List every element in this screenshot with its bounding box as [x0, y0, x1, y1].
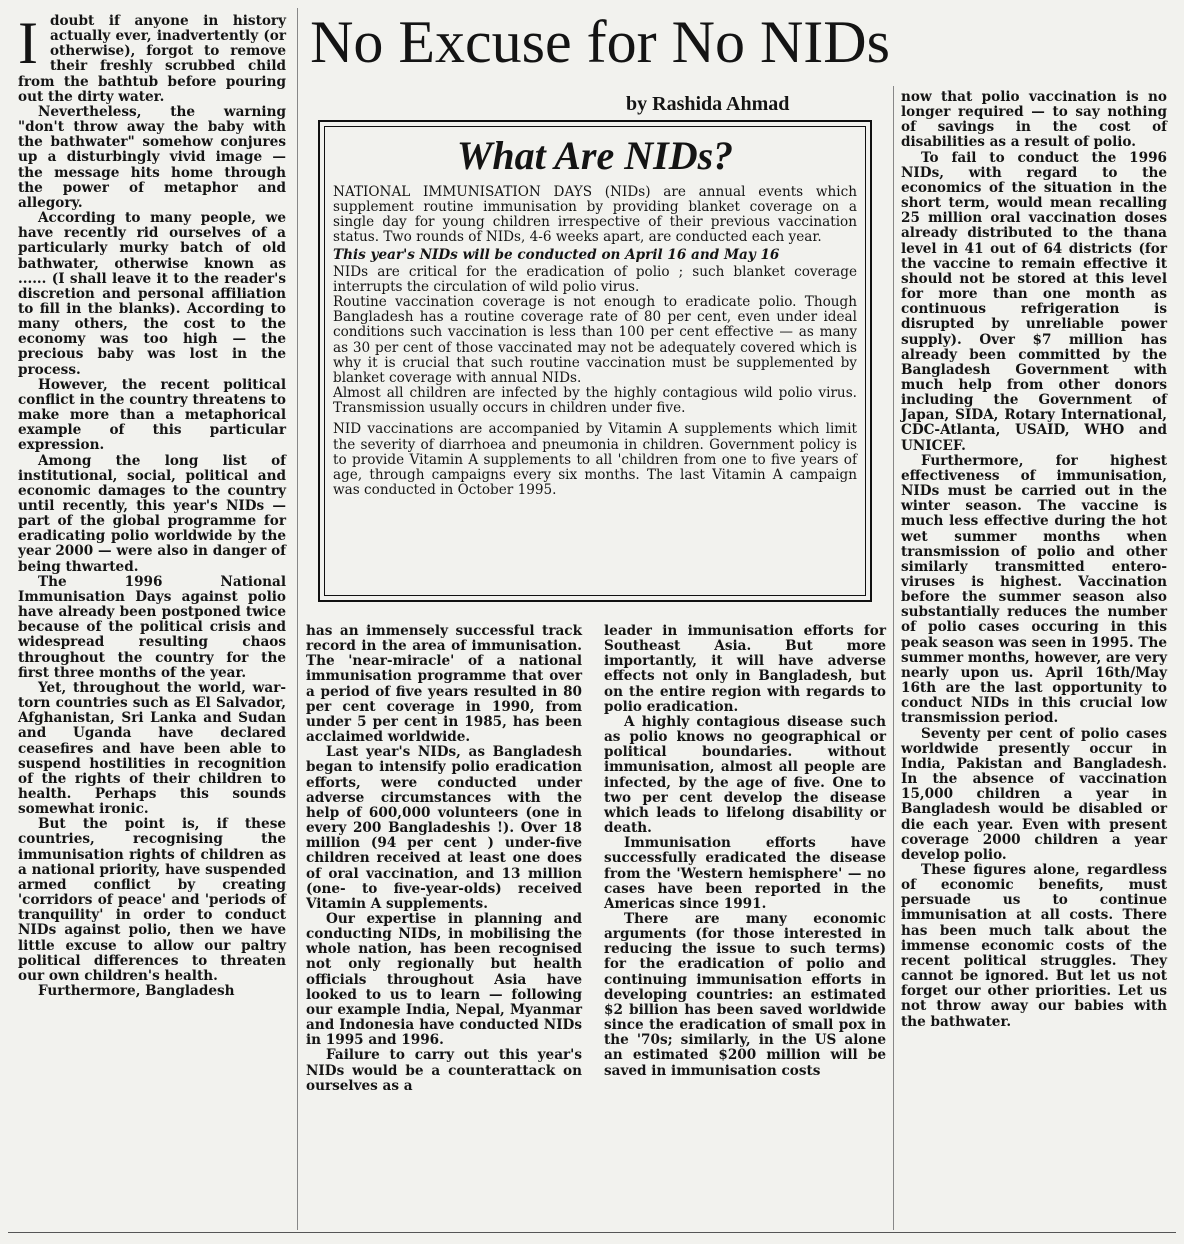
paragraph: Failure to carry out this year's NIDs would be a counterattack on ourselves as a — [306, 1047, 582, 1094]
paragraph: Last year's NIDs, as Bangladesh began to intensify polio eradication efforts, were conducted under adverse circumstances with the help of 600,000 volunteers (one in every 200 Bangladeshis !). Over 18 million (94 per cent ) under-five children received at least one does of oral vaccination, and 13 million (one- to five-year-olds) received Vitamin A supplements. — [306, 744, 582, 912]
paragraph: Furthermore, for highest effectiveness of immunisation, NIDs must be carried out in the winter season. The vaccine is much less effective during the hot wet summer months when transmission of polio and other similarly transmitted entero-viruses is highest. Vaccination before the summer season also substantially reduces the number of polio cases occuring in this peak season was seen in 1995. The summer months, however, are very nearly upon us. April 16th/May 16th are the last opportunity to conduct NIDs in this crucial low transmission period. — [901, 452, 1167, 727]
drop-cap: I — [18, 10, 38, 76]
paragraph: Yet, throughout the world, war-torn countries such as El Salvador, Afghanistan, Sri Lanka and Sudan and Uganda have declared ceasefires and have been able to suspend hostilities in recognition of the rights of their children to health. Perhaps this sounds somewhat ironic. — [18, 679, 286, 818]
sidebar-intro: NATIONAL IMMUNISATION DAYS (NIDs) are annual events which supplement routine immunisation by providing blanket coverage on a single day for young children irrespective of their previous vaccination status. Two rounds of NIDs, 4-6 weeks apart, are conducted each year. — [333, 184, 857, 246]
sidebar-title: What Are NIDs? — [456, 133, 734, 178]
paragraph: has an immensely successful track record in the area of immunisation. The 'near-miracle' of a national immunisation programme that over a period of five years resulted in 80 per cent coverage in 1990, from under 5 per cent in 1985, has been acclaimed worldwide. — [306, 623, 582, 746]
paragraph: But the point is, if these countries, recognising the immunisation rights of children as a national priority, have suspended armed conflict by creating 'corridors of peace' and 'periods of tranquility' in order to conduct NIDs against polio, then we have little excuse to allow our paltry political differences to threaten our own children's health. — [18, 816, 286, 984]
paragraph: There are many economic arguments (for those interested in reducing the issue to such terms) for the eradication of polio and continuing immunisation efforts in developing countries: an estimated $2 billion has been saved worldwide since the eradication of small pox in the '70s; similarly, in the US alone an estimated $200 million will be saved in immunisation costs — [604, 910, 886, 1079]
sidebar-paragraph: Routine vaccination coverage is not enough to eradicate polio. Though Bangladesh has a routine coverage rate of 80 per cent, even under ideal conditions such vaccination is less than 100 per cent effective — as many as 30 per cent of those vaccinated may not be adequately covered which is why it is crucial that such routine vaccination must be supplemented by blanket coverage with annual NIDs. — [333, 294, 857, 386]
sidebar-box — [318, 120, 872, 602]
column-divider — [893, 86, 894, 1230]
article-column-2 — [306, 624, 582, 1094]
paragraph: The 1996 National Immunisation Days against polio have already been postponed twice because of the political crisis and widespread resulting chaos throughout the country for the first three months of the year. — [18, 573, 286, 681]
paragraph: Nevertheless, the warning "don't throw away the baby with the bathwater" somehow conjures up a disturbingly vivid image — the message hits home through the power of metaphor and allegory. — [18, 103, 286, 211]
headline: No Excuse for No NIDs — [310, 9, 890, 75]
article-column-3 — [604, 624, 886, 1079]
paragraph: To fail to conduct the 1996 NIDs, with regard to the economics of the situation in the short term, would mean recalling 25 million oral vaccination doses already distributed to the thana level in 41 out of 64 districts (for the vaccine to remain effective it should not be stored at this level for more than one month as continuous refrigeration is disrupted by unreliable power supply). Over $7 million has already been committed by the Bangladesh Government with much help from other donors including the Government of Japan, SIDA, Rotary International, CDC-Atlanta, USAID, WHO and UNICEF. — [901, 149, 1167, 454]
paragraph: Furthermore, Bangladesh — [38, 983, 235, 999]
sidebar-box-inner — [324, 126, 866, 596]
paragraph: A highly contagious disease such as polio knows no geographical or political boundaries. without immunisation, almost all people are infected, by the age of five. One to two per cent develop the disease which leads to lifelong disability or death. — [604, 713, 886, 837]
paragraph: doubt if anyone in history actually ever, inadvertently (or otherwise), forgot to remove their freshly scrubbed child from the bathtub before pouring out the dirty water. — [18, 13, 286, 105]
article-column-4 — [901, 90, 1167, 1030]
paragraph: leader in immunisation efforts for Southeast Asia. But more importantly, it will have adverse effects not only in Bangladesh, but on the entire region with regards to polio eradication. — [604, 623, 886, 715]
paragraph: According to many people, we have recently rid ourselves of a particularly murky batch of old bathwater, otherwise known as ...... (I shall leave it to the reader's discretion and personal affiliation to fill in the blanks). According to many others, the cost to the economy was too high — the precious baby was lost in the process. — [18, 210, 286, 378]
article-column-1 — [18, 10, 286, 999]
column-divider — [297, 8, 298, 1230]
paragraph: Immunisation efforts have successfully eradicated the disease from the 'Western hemisphere' — no cases have been reported in the Americas since 1991. — [604, 835, 886, 912]
byline: by Rashida Ahmad — [626, 93, 790, 115]
paragraph: Our expertise in planning and conducting NIDs, in mobilising the whole nation, has been recognised not only regionally but health officials throughout Asia have looked to us to learn — following our example India, Nepal, Myanmar and Indonesia have conducted NIDs in 1995 and 1996. — [306, 910, 582, 1049]
paragraph: These figures alone, regardless of economic benefits, must persuade us to continue immunisation at all costs. There has been much talk about the immense economic costs of the recent political struggles. They cannot be ignored. But let us not forget our other priorities. Let us not throw away our babies with the bathwater. — [901, 861, 1167, 1030]
paragraph: However, the recent political conflict in the country threatens to make more than a metaphorical example of this particular expression. — [18, 376, 286, 454]
paragraph: now that polio vaccination is no longer required — to say nothing of savings in the cost of disabilities as a result of polio. — [901, 89, 1167, 151]
sidebar-highlight: This year's NIDs will be conducted on April 16 and May 16 — [333, 246, 780, 263]
paragraph: Seventy per cent of polio cases worldwide presently occur in India, Pakistan and Bangladesh. In the absence of vaccination 15,000 children a year in Bangladesh would be disabled or die each year. Even with present coverage 2000 children a year develop polio. — [901, 725, 1167, 863]
sidebar-paragraph: NIDs are critical for the eradication of polio ; such blanket coverage interrupts the circulation of wild polio virus. — [333, 263, 857, 295]
sidebar-paragraph: Almost all children are infected by the highly contagious wild polio virus. Transmission usually occurs in children under five. — [333, 385, 857, 417]
bottom-rule — [8, 1232, 1176, 1233]
sidebar-paragraph: NID vaccinations are accompanied by Vitamin A supplements which limit the severity of diarrhoea and pneumonia in children. Government policy is to provide Vitamin A supplements to all 'children from one to five years of age, through campaigns every six months. The last Vitamin A campaign was conducted in October 1995. — [333, 421, 857, 498]
paragraph: Among the long list of institutional, social, political and economic damages to the country until recently, this year's NIDs — part of the global programme for eradicating polio worldwide by the year 2000 — were also in danger of being thwarted. — [18, 452, 286, 575]
